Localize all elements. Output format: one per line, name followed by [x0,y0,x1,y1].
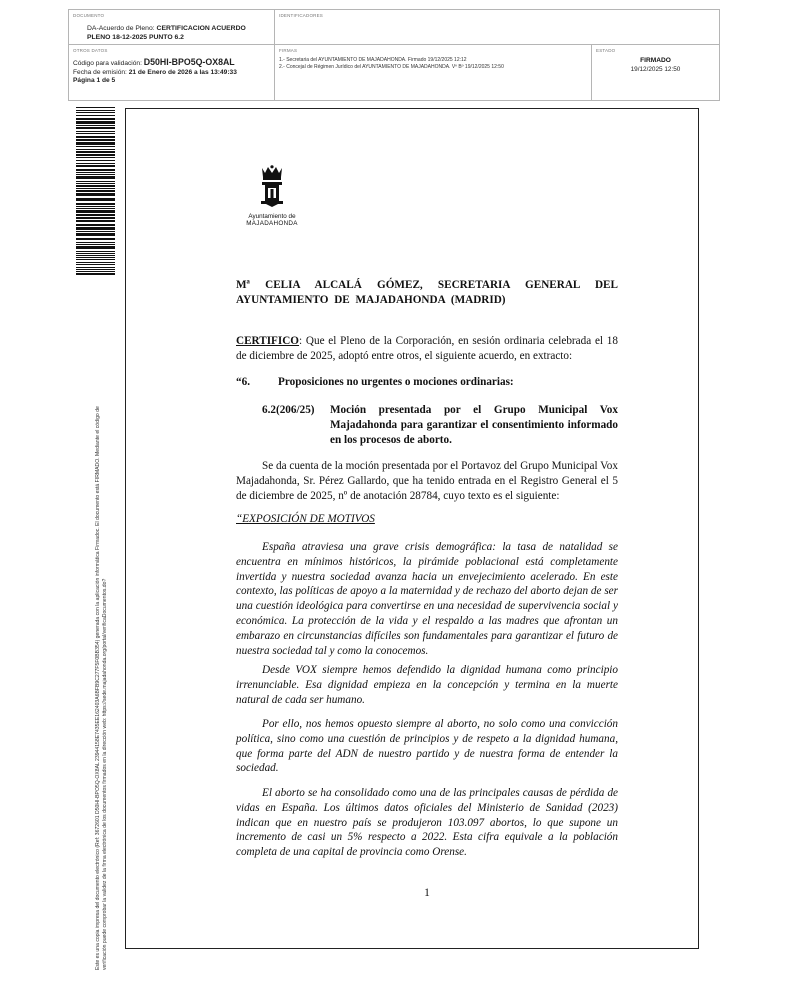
agenda-item-title: Proposiciones no urgentes o mociones ordinarias: [278,376,514,388]
motion-paragraph: Desde VOX siempre hemos defendido la dignidad humana como principio irrenunciable. Esa dignidad empieza en la concepción y termina en la muerte natural de cada ser humano. [236,664,618,706]
otros-datos-label: OTROS DATOS [73,48,108,53]
logo-line-2: MAJADAHONDA [246,220,298,227]
motion-paragraph: El aborto se ha consolidado como una de las principales causas de pérdida de vidas en España. Los últimos datos oficiales del Ministerio de Sanidad (2023) indican que en nuestro país se produjeron 103.097 abortos, lo que supone un incremento de casi un 5% respecto a 2022. Esta cifra equivale a la población completa de una capital de provincia como Orense. [236,787,618,859]
fecha-label: Fecha de emisión: [73,68,127,76]
certifico-text: : Que el Pleno de la Corporación, en sesión ordinaria celebrada el 18 de diciembre de 2025, adoptó entre otros, el siguiente acuerdo, en extracto: [236,335,618,362]
certifico-label: CERTIFICO [236,335,300,347]
documento-title-b: PLENO 18-12-2025 PUNTO 6.2 [87,34,184,41]
firma-item: 1.- Secretaria del AYUNTAMIENTO DE MAJADAHONDA. Firmado 19/12/2025 12:12 [279,57,467,63]
subitem-code: 6.2(206/25) [262,404,315,416]
margin-note-line: verificación puede comprobar la validez de la firma electrónica de los documentos firmados en la dirección web: https://sede.majadahonda.org/portal/verificaDocumentos.do? [101,578,108,970]
margin-verification-note [95,300,109,970]
subitem-title: Moción presentada por el Grupo Municipal Vox Majadahonda para garantizar el consentimiento informado en los procesos de aborto. [330,404,618,446]
intro-paragraph: Se da cuenta de la moción presentada por el Portavoz del Grupo Municipal Vox Majadahonda, Sr. Pérez Gallardo, que ha tenido entrada en el Registro General el 5 de diciembre de 2025, nº de anotación 28784, cuyo texto es el siguiente: [236,460,618,502]
ayuntamiento-logo [237,165,307,237]
otros-datos-cell [68,44,275,101]
documento-title-a: CERTIFICACION ACUERDO [156,25,246,32]
document-heading: Mª CELIA ALCALÁ GÓMEZ, SECRETARIA GENERAL DEL AYUNTAMIENTO DE MAJADAHONDA (MADRID) [236,279,618,306]
codigo-label: Código para validación: [73,60,142,67]
page-number: 1 [424,887,430,899]
documento-label: DOCUMENTO [73,13,105,18]
firmas-label: FIRMAS [279,48,298,53]
margin-note-line: Este es una copia impresa del documento electrónico (Ref: 3672601 D50HI-BPO5Q-OX8AL 23944158E7435EE162403A6BFB9C277F5F0BB354) generada con la aplicación informática Firmadoc. El documento está FIRMADO. Mediante el código de [95,406,101,970]
firmas-list [279,57,504,71]
crown-shield-icon [257,165,287,207]
documento-text [87,24,246,42]
documento-cell [68,9,275,45]
estado-status: FIRMADO [640,57,671,64]
estado-cell [591,44,720,101]
firmas-cell [274,44,592,101]
pagina-indicator: Página 1 de 5 [73,77,116,85]
estado-date: 19/12/2025 12:50 [630,66,681,73]
documento-prefix: DA-Acuerdo de Pleno: [87,25,155,32]
certifico-paragraph [236,334,618,364]
identificadores-cell [274,9,720,45]
agenda-item [236,375,618,390]
firma-item: 2.- Concejal de Régimen Jurídico del AYUNTAMIENTO DE MAJADAHONDA. Vº Bº 19/12/2025 12:50 [279,64,504,70]
motion-paragraph: Por ello, nos hemos opuesto siempre al aborto, no solo como una convicción política, sino como una cuestión de principios y de respeto a la dignidad humana, que forma parte del ADN de nuestro partido y de nuestra forma de entender la sociedad. [236,718,618,775]
barcode-icon [76,107,115,277]
estado-label: ESTADO [596,48,616,53]
agenda-item-number: “6. [236,376,250,388]
otros-datos-text [73,58,237,86]
motion-paragraph: España atraviesa una grave crisis demográfica: la tasa de natalidad se encuentra en mínimos históricos, la pirámide poblacional está completamente invertida y nuestra sociedad avanza hacia un envejecimiento acelerado. En este contexto, las políticas de apoyo a la maternidad y de rechazo del aborto dejan de ser una cuestión ideológica para convertirse en una necesidad de supervivencia social y económica. La protección de la vida y el respaldo a las madres que afrontan un embarazo en circunstancias difíciles son fundamentales para garantizar el futuro de nuestra sociedad tal y como la conocemos. [236,541,618,657]
logo-line-1: Ayuntamiento de [248,213,296,220]
exposicion-heading: “EXPOSICIÓN DE MOTIVOS [236,513,375,525]
fecha-value: 21 de Enero de 2026 a las 13:49:33 [128,68,237,76]
identificadores-label: IDENTIFICADORES [279,13,324,18]
codigo-value[interactable]: D50HI-BPO5Q-OX8AL [143,57,235,67]
